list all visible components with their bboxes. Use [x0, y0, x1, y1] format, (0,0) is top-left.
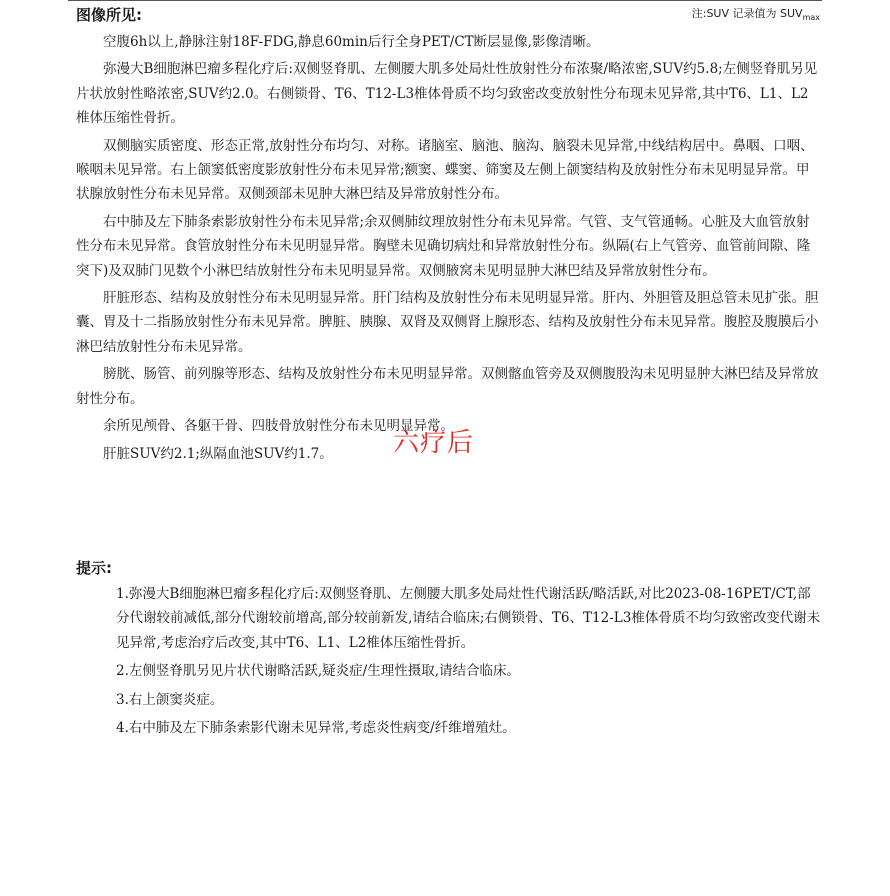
findings-paragraph-lymphoma: 弥漫大B细胞淋巴瘤多程化疗后:双侧竖脊肌、左侧腰大肌多处局灶性放射性分布浓聚/略浓密,SUV约5.8;左侧竖脊肌另见片状放射性略浓密,SUV约2.0。右侧锁骨、T6、T12-L3椎体骨质不均匀致密改变放射性分布现未见异常,其中T6、L1、L2椎体压缩性骨折。 [76, 61, 818, 127]
findings-paragraph-scan-protocol: 空腹6h以上,静脉注射18F-FDG,静息60min后行全身PET/CT断层显像,影像清晰。 [103, 34, 600, 50]
hint-item: 1.弥漫大B细胞淋巴瘤多程化疗后:双侧竖脊肌、左侧腰大肌多处局灶性代谢活跃/略活跃,对比2023-08-16PET/CT,部分代谢较前减低,部分代谢较前增高,部分较前新发,请结合临床;右侧锁骨、T6、T12-L3椎体骨质不均匀致密改变代谢未见异常,考虑治疗后改变,其中T6、L1、L2椎体压缩性骨折。 [116, 586, 821, 651]
treatment-stage-annotation: 六疗后 [393, 428, 475, 458]
top-rule [68, 0, 822, 1]
findings-paragraph-pelvis: 膀胱、肠管、前列腺等形态、结构及放射性分布未见明显异常。双侧髂血管旁及双侧腹股沟未见明显肿大淋巴结及异常放射性分布。 [76, 366, 819, 407]
suv-note-text: 注:SUV 记录值为 SUV [691, 7, 803, 20]
hints-list [116, 582, 824, 744]
findings-section [76, 30, 822, 469]
findings-paragraph-bones: 余所见颅骨、各躯干骨、四肢骨放射性分布未见明显异常。 [103, 418, 454, 435]
hint-item: 4.右中肺及左下肺条索影代谢未见异常,考虑炎性病变/纤维增殖灶。 [116, 720, 516, 737]
suv-note-subscript: max [802, 13, 820, 23]
findings-paragraph-chest: 右中肺及左下肺条索影放射性分布未见异常;余双侧肺纹理放射性分布未见异常。气管、支气管通畅。心脏及大血管放射性分布未见异常。食管放射性分布未见明显异常。胸壁未见确切病灶和异常放射性分布。纵隔(右上气管旁、血管前间隙、隆突下)及双肺门见数个小淋巴结放射性分布未见明显异常。双侧腋窝未见明显肿大淋巴结及异常放射性分布。 [76, 213, 811, 279]
suv-note [692, 6, 820, 26]
findings-paragraph-head-neck: 双侧脑实质密度、形态正常,放射性分布均匀、对称。诸脑室、脑池、脑沟、脑裂未见异常,中线结构居中。鼻咽、口咽、喉咽未见异常。右上颌窦低密度影放射性分布未见异常;额窦、蝶窦、筛窦及左侧上颌窦结构及放射性分布未见明显异常。甲状腺放射性分布未见异常。双侧颈部未见肿大淋巴结及异常放射性分布。 [76, 137, 814, 203]
hints-heading: 提示: [76, 559, 112, 577]
hint-item: 2.左侧竖脊肌另见片状代谢略活跃,疑炎症/生理性摄取,请结合临床。 [116, 663, 521, 680]
findings-paragraph-suv-reference: 肝脏SUV约2.1;纵隔血池SUV约1.7。 [103, 445, 333, 462]
findings-paragraph-abdomen: 肝脏形态、结构及放射性分布未见明显异常。肝门结构及放射性分布未见明显异常。肝内、外胆管及胆总管未见扩张。胆囊、胃及十二指肠放射性分布未见异常。脾脏、胰腺、双肾及双侧肾上腺形态、结构及放射性分布未见异常。腹腔及腹膜后小淋巴结放射性分布未见异常。 [76, 290, 819, 355]
hint-item: 3.右上颌窦炎症。 [116, 691, 224, 708]
findings-heading: 图像所见: [76, 6, 142, 24]
